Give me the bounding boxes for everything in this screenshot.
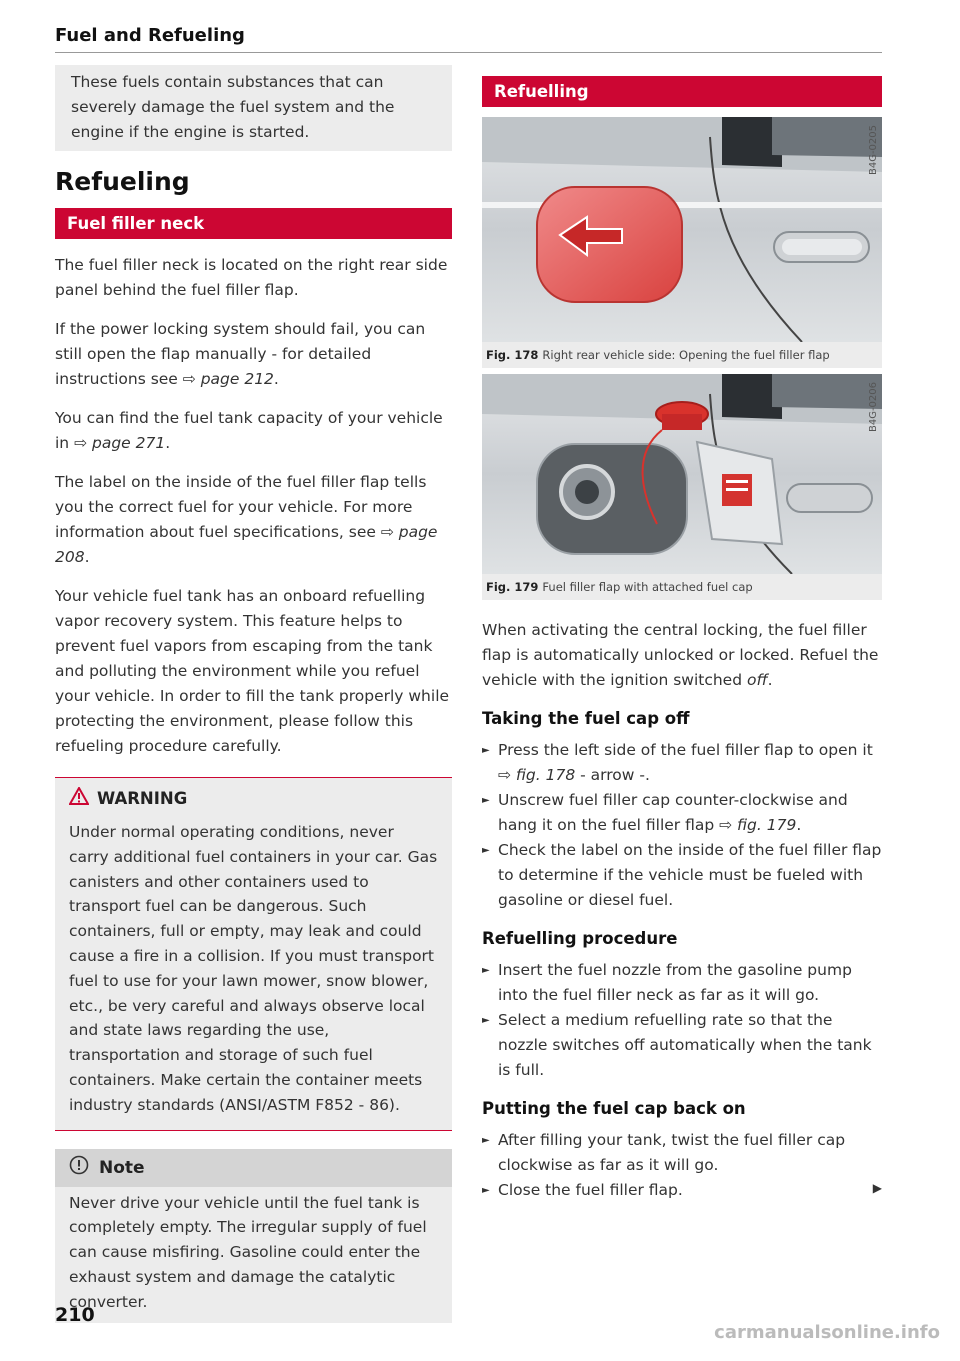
heading-refuelling-procedure: Refuelling procedure — [482, 929, 678, 948]
page-ref-208[interactable]: ⇨ page 208 — [55, 523, 438, 566]
heading-refueling: Refueling — [55, 167, 190, 196]
note-text: Never drive your vehicle until the fuel tank is completely empty. The irregular supply of fuel can cause misfiring. Gasoline could enter the exhaust system and damage the catalytic converter. — [69, 1193, 427, 1311]
right-column — [482, 76, 882, 1203]
continue-arrow-icon: ▶ — [872, 1181, 882, 1195]
fig-178-code: B4G-0205 — [868, 125, 879, 176]
para-manual-open: If the power locking system should fail, you can still open the flap manually - for detailed instructions see ⇨ page 212. — [55, 320, 426, 388]
para-vapor-recovery: Your vehicle fuel tank has an onboard refuelling vapor recovery system. This feature helps to prevent fuel vapors from escaping from the tank and polluting the environment while you refuel your vehicle. In order to fill the tank properly while protecting the environment, please follow this refueling procedure carefully. — [55, 587, 450, 755]
step-unscrew-cap: ► Unscrew fuel filler cap counter-clockwise and hang it on the fuel filler flap ⇨ fig. 179. — [482, 788, 882, 838]
note-title: Note — [99, 1157, 145, 1178]
warning-text: Under normal operating conditions, never carry additional fuel containers in your car. Gas canisters and other containers used to transport fuel can be dangerous. Such containers, full or empty, may leak and could cause a fire in a collision. If you must transport fuel to use for your lawn mower, snow blower, etc., be very careful and always observe local and state laws regarding the use, transportation and storage of such fuel containers. Make certain the container meets industry standards (ANSI/ASTM F852 - 86). — [69, 823, 438, 1114]
page-ref-212[interactable]: ⇨ page 212 — [182, 370, 274, 388]
section-bar-fuel-filler-neck: Fuel filler neck — [55, 208, 452, 239]
step-twist-cap: ► After filling your tank, twist the fuel filler cap clockwise as far as it will go. — [482, 1128, 882, 1178]
header-rule — [55, 52, 882, 53]
heading-taking-cap-off: Taking the fuel cap off — [482, 709, 690, 728]
figure-179 — [482, 374, 882, 574]
fig-ref-178[interactable]: ⇨ fig. 178 — [498, 766, 576, 784]
info-circle-icon — [69, 1155, 89, 1180]
note-body — [55, 1187, 452, 1323]
fig-179-caption: Fig. 179 Fuel filler flap with attached fuel cap — [482, 574, 882, 600]
warning-header — [55, 778, 452, 818]
warning-box — [55, 777, 452, 1131]
heading-cap-back-on: Putting the fuel cap back on — [482, 1099, 746, 1118]
note-box — [55, 1149, 452, 1323]
warning-triangle-icon — [69, 787, 89, 809]
fig-178-caption: Fig. 178 Right rear vehicle side: Opening the fuel filler flap — [482, 342, 882, 368]
fig-ref-179[interactable]: ⇨ fig. 179 — [719, 816, 797, 834]
intro-box — [55, 65, 452, 151]
step-insert-nozzle: ► Insert the fuel nozzle from the gasoline pump into the fuel filler neck as far as it will go. — [482, 958, 882, 1008]
note-header — [55, 1149, 452, 1187]
page-ref-271[interactable]: ⇨ page 271 — [74, 434, 166, 452]
step-refuel-rate: ► Select a medium refuelling rate so that the nozzle switches off automatically when the tank is full. — [482, 1008, 882, 1083]
fig-179-code: B4G-0206 — [868, 382, 879, 433]
para-capacity: You can find the fuel tank capacity of your vehicle in ⇨ page 271. — [55, 409, 443, 452]
watermark: carmanualsonline.info — [714, 1322, 940, 1343]
step-check-label: ► Check the label on the inside of the fuel filler flap to determine if the vehicle must be fueled with gasoline or diesel fuel. — [482, 838, 882, 913]
warning-body — [55, 818, 452, 1130]
para-central-locking: When activating the central locking, the fuel filler flap is automatically unlocked or locked. Refuel the vehicle with the ignition switched off. — [482, 621, 879, 689]
fig-178-illustration — [482, 117, 882, 342]
step-press-flap: ► Press the left side of the fuel filler flap to open it ⇨ fig. 178 - arrow -. — [482, 738, 882, 788]
section-bar-refuelling: Refuelling — [482, 76, 882, 107]
step-close-flap: ► Close the fuel filler flap. ▶ — [482, 1178, 882, 1203]
figure-178 — [482, 117, 882, 342]
running-header: Fuel and Refueling — [55, 25, 245, 46]
fig-179-illustration — [482, 374, 882, 574]
warning-title: WARNING — [97, 788, 188, 808]
para-location: The fuel filler neck is located on the right rear side panel behind the fuel filler flap. — [55, 256, 448, 299]
para-label: The label on the inside of the fuel filler flap tells you the correct fuel for your vehicle. For more information about fuel specifications, see ⇨ page 208. — [55, 473, 438, 566]
page-number: 210 — [55, 1304, 95, 1326]
left-column — [55, 65, 452, 1323]
intro-text: These fuels contain substances that can severely damage the fuel system and the engine if the engine is started. — [71, 73, 395, 141]
